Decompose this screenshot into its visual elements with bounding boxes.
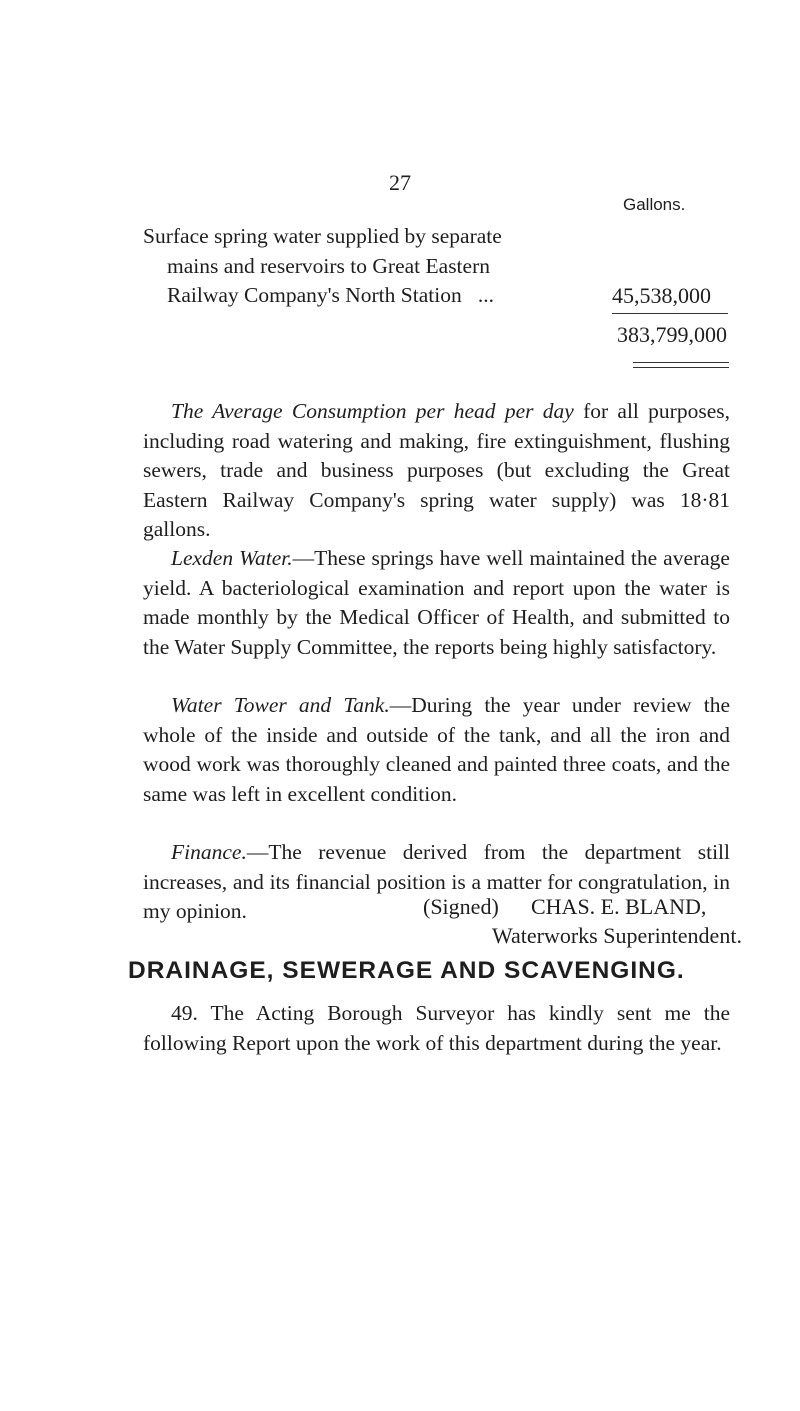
description-line: mains and reservoirs to Great Eastern [167,253,490,278]
tower-title: Water Tower and Tank. [171,693,390,717]
paragraph-49: 49. The Acting Borough Surveyor has kindly sent me the following Report upon the work of this department during the year. [143,1001,730,1055]
water-supply-description [143,222,603,311]
section-heading: DRAINAGE, SEWERAGE AND SCAVENGING. [128,957,685,984]
tower-body: —During the year under review the whole of the inside and outside of the tank, and all the iron and wood work was thoroughly cleaned and painted three coats, and the same was left in excellent condition. [143,693,730,806]
consumption-paragraph [143,397,730,545]
signed-label: (Signed) [423,894,499,919]
lexden-body: —These springs have well maintained the average yield. A bacteriological examination and report upon the water is made monthly by the Medical Officer of Health, and submitted to the Water Supply Committee, the reports being highly satisfactory. [143,546,730,659]
signatory-name: CHAS. E. BLAND, [531,894,707,919]
consumption-body: for all purposes, including road watering and making, fire extinguishment, flushing sewers, trade and business purposes (but excluding the Great Eastern Railway Company's spring water supply) was 18·81 gallons. [143,399,730,542]
subtotal-rule [612,313,728,314]
description-line: Surface spring water supplied by separate [143,224,502,248]
finance-body: —The revenue derived from the department still increases, and its financial position is a matter for congratulation, in my opinion. [143,840,730,924]
signatory-title: Waterworks Superintendent. [492,923,742,948]
total-value: 383,799,000 [617,322,727,347]
page-number: 27 [389,170,411,195]
tower-paragraph [143,691,730,809]
water-supply-value: 45,538,000 [612,283,711,308]
lexden-title: Lexden Water. [171,546,293,570]
consumption-title: The Average Consumption per head per day [171,399,574,423]
lexden-paragraph [143,544,730,662]
finance-title: Finance. [171,840,247,864]
gallons-column-header: Gallons. [623,195,686,214]
total-double-rule [633,362,729,368]
description-line: Railway Company's North Station ... [167,283,494,307]
